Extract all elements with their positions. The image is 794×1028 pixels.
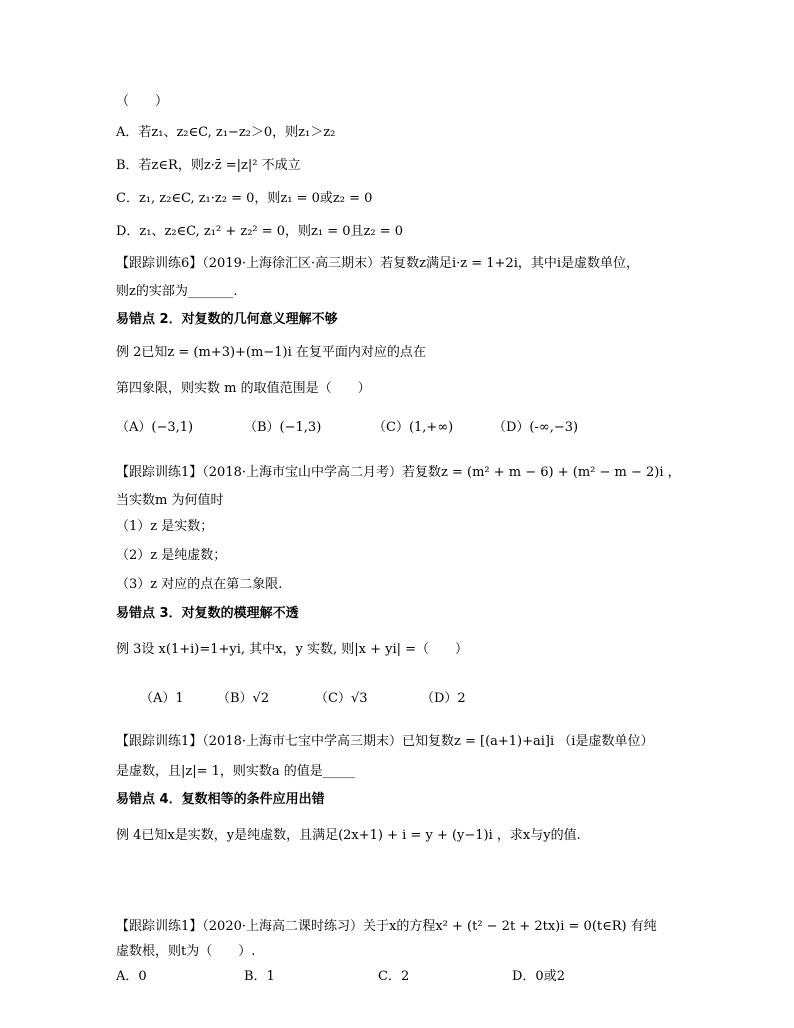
section-heading-3: 易错点 3．对复数的模理解不透 (116, 606, 299, 621)
exercise-1a-part-2: （2）z 是纯虚数； (116, 548, 227, 563)
example-2-question: 第四象限，则实数 m 的取值范围是（ ） (116, 381, 371, 396)
option-d: D．z₁、z₂∈C, z₁² + z₂² = 0，则z₁ = 0且z₂ = 0 (116, 224, 404, 239)
example-3-option-d: （D）2 (421, 691, 466, 706)
exercise-1c-question-cont: 虚数根，则t为（ ）. (116, 944, 256, 959)
example-2-option-d: （D）(-∞,−3) (493, 420, 579, 435)
example-2-statement: 例 2已知z = (m+3)+(m−1)i 在复平面内对应的点在 (116, 345, 426, 360)
example-2-option-c: （C）(1,+∞) (373, 420, 454, 435)
example-2-option-a: （A）(−3,1) (116, 420, 194, 435)
exercise-1c-option-c: C．2 (378, 969, 410, 984)
exercise-1c-option-b: B．1 (244, 969, 275, 984)
option-a: A．若z₁、z₂∈C, z₁−z₂＞0，则z₁＞z₂ (116, 125, 336, 140)
exercise-1b-answer-line: 是虚数，且|z|= 1，则实数a 的值是_____ (116, 764, 356, 779)
exercise-1c-option-d: D．0或2 (512, 969, 565, 984)
exercise-1a-question: 【跟踪训练1】（2018·上海市宝山中学高二月考）若复数z = (m² + m − 6) + (m² − m − 2)i ， (116, 465, 681, 480)
exercise-1c-option-a: A．0 (116, 969, 147, 984)
exercise-1a-prompt: 当实数m 为何值时 (116, 493, 224, 508)
question-bracket: （ ） (116, 94, 169, 109)
exercise-1b-question: 【跟踪训练1】（2018·上海市七宝中学高三期末）已知复数z = [(a+1)+ai]i （i是虚数单位） (116, 734, 654, 749)
section-heading-2: 易错点 2．对复数的几何意义理解不够 (116, 312, 338, 327)
example-3-option-a: （A）1 (140, 691, 184, 706)
exercise-1c-question: 【跟踪训练1】（2020·上海高二课时练习）关于x的方程x² + (t² − 2t + 2tx)i = 0(t∈R) 有纯 (116, 919, 657, 934)
exercise-6-question: 【跟踪训练6】（2019·上海徐汇区·高三期末）若复数z满足i·z = 1+2i，其中i是虚数单位， (116, 256, 640, 271)
example-4-statement: 例 4已知x是实数，y是纯虚数，且满足(2x+1) + i = y + (y−1)i ，求x与y的值. (116, 828, 581, 843)
section-heading-4: 易错点 4．复数相等的条件应用出错 (116, 792, 325, 807)
example-2-option-b: （B）(−1,3) (244, 420, 322, 435)
exercise-1a-part-3: （3）z 对应的点在第二象限. (116, 577, 283, 592)
option-b: B．若z∈R，则z·z̄ =|z|² 不成立 (116, 158, 301, 173)
example-3-statement: 例 3设 x(1+i)=1+yi, 其中x，y 实数, 则|x + yi| =（ ） (116, 642, 469, 657)
example-3-option-b: （B）√2 (217, 691, 270, 706)
exercise-1a-part-1: （1）z 是实数； (116, 519, 214, 534)
exercise-6-answer-line: 则z的实部为_______. (116, 284, 238, 299)
option-c: C．z₁, z₂∈C, z₁·z₂ = 0，则z₁ = 0或z₂ = 0 (116, 191, 373, 206)
example-3-option-c: （C）√3 (315, 691, 368, 706)
